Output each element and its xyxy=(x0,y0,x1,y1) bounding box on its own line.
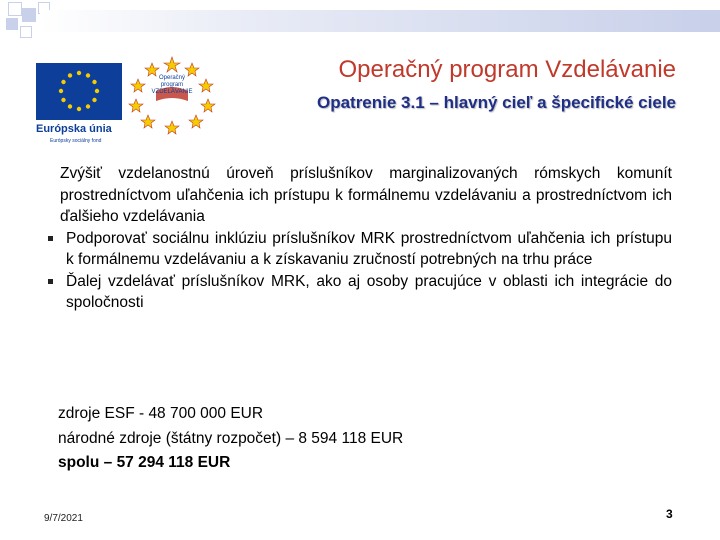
page-number: 3 xyxy=(666,507,673,521)
eu-subcaption: Európsky sociálny fond xyxy=(50,138,102,144)
op-logo-text: Operačný program VZDELÁVANIE xyxy=(151,75,193,95)
bullet-text: Podporovať sociálnu inklúziu príslušníkov MRK prostredníctvom uľahčenia ich prístupu k formálnemu vzdelávaniu a k získavaniu zručností potrebných na trhu práce xyxy=(66,229,672,268)
op-vzdelavanie-logo xyxy=(128,55,216,135)
header-band xyxy=(40,10,720,32)
funding-summary xyxy=(58,402,403,476)
funding-total: spolu – 57 294 118 EUR xyxy=(58,454,231,471)
list-item xyxy=(50,228,672,271)
square-bullet-icon xyxy=(48,236,53,241)
slide-subtitle: Opatrenie 3.1 – hlavný cieľ a špecifické ciele xyxy=(316,93,676,112)
funding-national: národné zdroje (štátny rozpočet) – 8 594 118 EUR xyxy=(58,429,404,447)
bullet-text: Ďalej vzdelávať príslušníkov MRK, ako aj osoby pracujúce v oblasti ich integrácie do spoločnosti xyxy=(66,272,672,311)
square-bullet-icon xyxy=(48,279,53,284)
slide-date: 9/7/2021 xyxy=(44,513,83,524)
main-goal: Zvýšiť vzdelanostnú úroveň príslušníkov marginalizovaných rómskych komunít prostredníctvom uľahčenia ich prístupu k formálnemu vzdelávaniu a prostredníctvom ich ďalšieho vzdelávania xyxy=(60,165,672,225)
funding-esf: zdroje ESF - 48 700 000 EUR xyxy=(58,405,264,422)
slide-body xyxy=(50,163,672,314)
list-item xyxy=(50,271,672,314)
eu-flag xyxy=(36,63,122,120)
eu-logo xyxy=(36,63,126,147)
eu-caption: Európska únia xyxy=(36,123,112,135)
slide-title: Operačný program Vzdelávanie xyxy=(338,56,676,83)
